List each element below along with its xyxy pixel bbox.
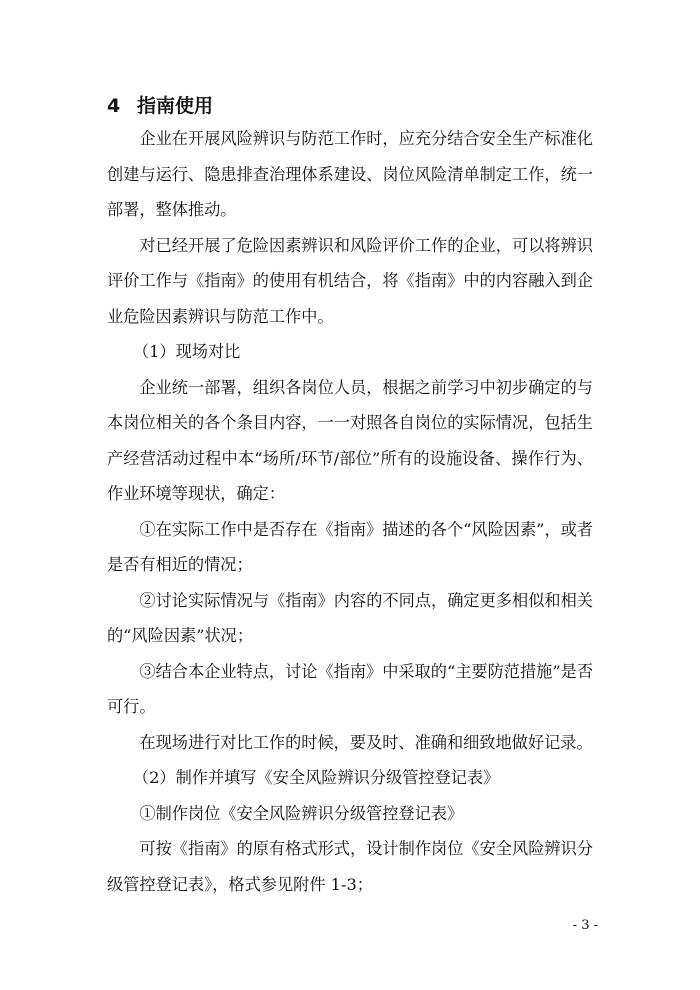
paragraph-3: 企业统一部署，组织各岗位人员，根据之前学习中初步确定的与本岗位相关的各个条目内容，一一对照各自岗位的实际情况，包括生产经营活动过程中本“场所/环节/部位”所有的设施设备、操作行为、作业环境等现状，确定：: [107, 377, 593, 503]
paragraph-4: 在现场进行对比工作的时候，要及时、准确和细致地做好记录。: [139, 732, 593, 752]
section-title: 指南使用: [137, 95, 214, 117]
body-text: [107, 121, 593, 902]
list-item-make-table: ①制作岗位《安全风险辨识分级管控登记表》: [139, 803, 464, 823]
list-item-1: ①在实际工作中是否存在《指南》描述的各个“风险因素”，或者是否有相近的情况；: [107, 519, 594, 574]
paragraph-2: 对已经开展了危险因素辨识和风险评价工作的企业，可以将辨识评价工作与《指南》的使用有机结合，将《指南》中的内容融入到企业危险因素辨识与防范工作中。: [107, 235, 593, 326]
page-number: - 3 -: [572, 918, 598, 933]
subheading-make-register: （2）制作并填写《安全风险辨识分级管控登记表》: [132, 768, 500, 787]
subheading-site-comparison: （1）现场对比: [132, 342, 241, 361]
list-item-2: ②讨论实际情况与《指南》内容的不同点，确定更多相似和相关的“风险因素”状况；: [107, 590, 593, 645]
list-item-3: ③结合本企业特点，讨论《指南》中采取的“主要防范措施”是否可行。: [107, 661, 594, 716]
paragraph-1: 企业在开展风险辨识与防范工作时，应充分结合安全生产标准化创建与运行、隐患排查治理体系建设、岗位风险清单制定工作，统一部署，整体推动。: [107, 129, 593, 219]
section-heading: [107, 94, 213, 118]
paragraph-5: 可按《指南》的原有格式形式，设计制作岗位《安全风险辨识分级管控登记表》，格式参见附件 1-3；: [107, 839, 593, 894]
section-number: 4: [107, 95, 121, 117]
